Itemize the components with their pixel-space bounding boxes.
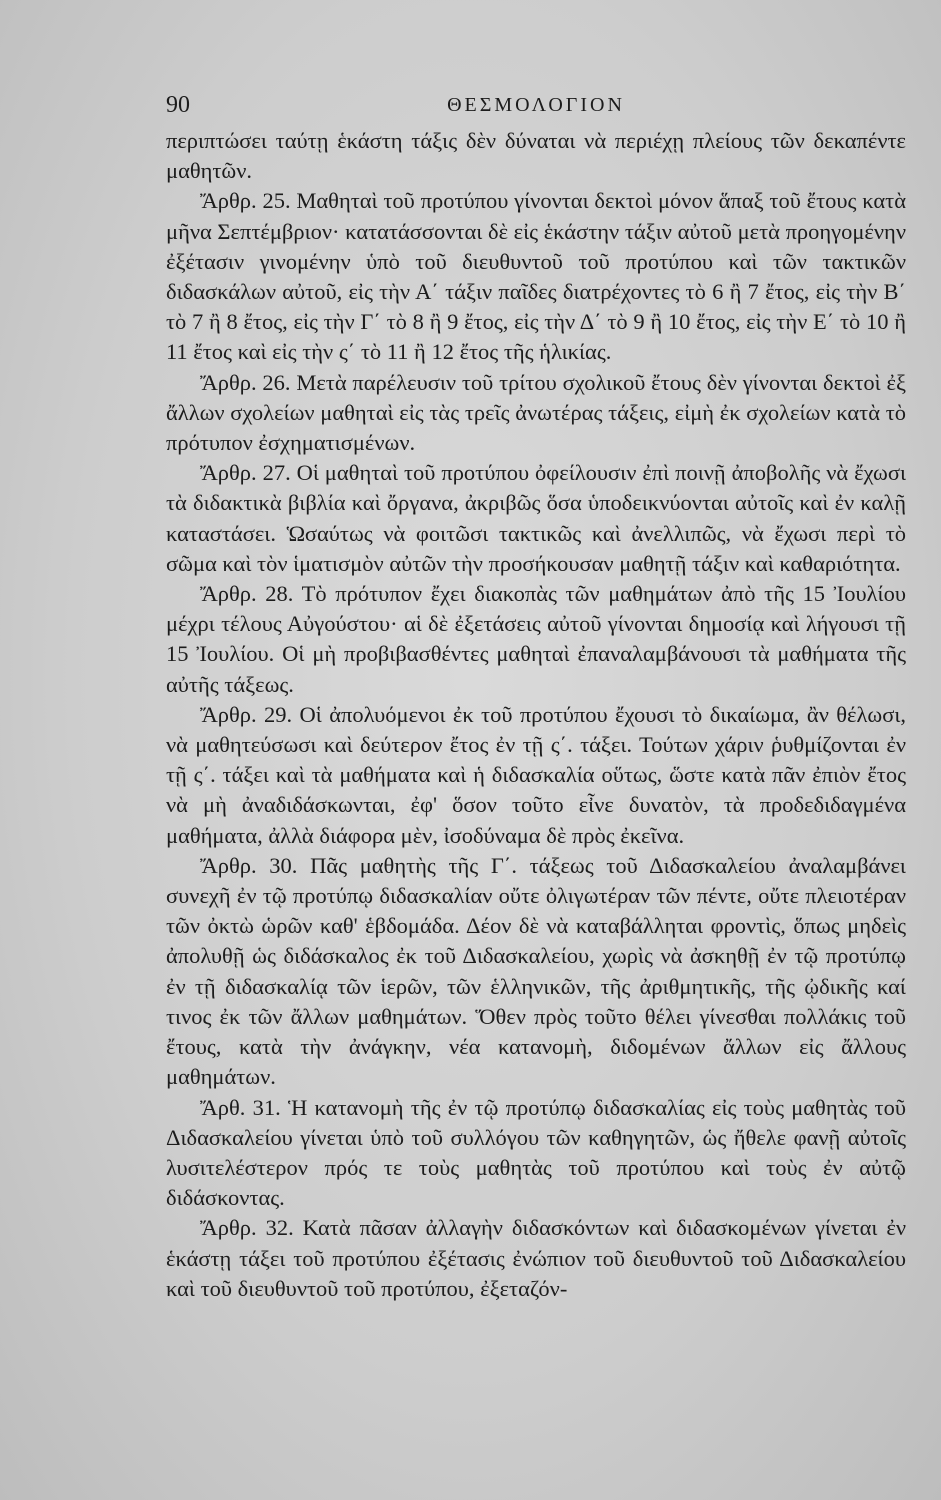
body-text	[166, 126, 906, 1304]
article-25: Ἄρθρ. 25. Μαθηταὶ τοῦ προτύπου γίνονται δεκτοὶ μόνον ἅπαξ τοῦ ἔτους κατὰ μῆνα Σεπτέμβριον· κατατάσσονται δὲ εἰς ἑκάστην τάξιν αὐτοῦ μετὰ προηγομένην ἐξέτασιν γινομένην ὑπὸ τοῦ διευθυντοῦ τοῦ προτύπου καὶ τῶν τακτικῶν διδασκάλων αὐτοῦ, εἰς τὴν Α΄ τάξιν παῖδες διατρέχοντες τὸ 6 ἢ 7 ἔτος, εἰς τὴν Β΄ τὸ 7 ἢ 8 ἔτος, εἰς τὴν Γ΄ τὸ 8 ἢ 9 ἔτος, εἰς τὴν Δ΄ τὸ 9 ἢ 10 ἔτος, εἰς τὴν Ε΄ τὸ 10 ἢ 11 ἔτος καὶ εἰς τὴν ς΄ τὸ 11 ἢ 12 ἔτος τῆς ἡλικίας.	[166, 188, 906, 365]
article-32: Ἄρθρ. 32. Κατὰ πᾶσαν ἀλλαγὴν διδασκόντων καὶ διδασκομένων γίνεται ἐν ἑκάστῃ τάξει τοῦ προτύπου ἐξέτασις ἐνώπιον τοῦ διευθυντοῦ τοῦ Διδασκαλείου καὶ τοῦ διευθυντοῦ τοῦ προτύπου, ἐξεταζόν-	[166, 1215, 906, 1301]
page-header	[166, 88, 906, 124]
article-29: Ἄρθρ. 29. Οἱ ἀπολυόμενοι ἐκ τοῦ προτύπου ἔχουσι τὸ δικαίωμα, ἂν θέλωσι, νὰ μαθητεύσωσι καὶ δεύτερον ἔτος ἐν τῇ ς΄. τάξει. Τούτων χάριν ῥυθμίζονται ἐν τῇ ς΄. τάξει καὶ τὰ μαθήματα καὶ ἡ διδασκαλία οὕτως, ὥστε κατὰ πᾶν ἐπιὸν ἔτος νὰ μὴ ἀναδιδάσκωνται, ἐφ' ὅσον τοῦτο εἶνε δυνατὸν, τὰ προδεδιδαγμένα μαθήματα, ἀλλὰ διάφορα μὲν, ἰσοδύναμα δὲ πρὸς ἐκεῖνα.	[166, 701, 906, 848]
article-26: Ἄρθρ. 26. Μετὰ παρέλευσιν τοῦ τρίτου σχολικοῦ ἔτους δὲν γίνονται δεκτοὶ ἐξ ἄλλων σχολείων μαθηταὶ εἰς τὰς τρεῖς ἀνωτέρας τάξεις, εἰμὴ ἐκ σχολείων κατὰ τὸ πρότυπον ἐσχηματισμένων.	[166, 369, 906, 456]
article-30: Ἄρθρ. 30. Πᾶς μαθητὴς τῆς Γ΄. τάξεως τοῦ Διδασκαλείου ἀναλαμβάνει συνεχῆ ἐν τῷ προτύπῳ διδασκαλίαν οὔτε ὀλιγωτέραν τῶν πέντε, οὔτε πλειοτέραν τῶν ὀκτὼ ὡρῶν καθ' ἑβδομάδα. Δέον δὲ νὰ καταβάλληται φροντὶς, ὅπως μηδεὶς ἀπολυθῇ ὡς διδάσκαλος ἐκ τοῦ Διδασκαλείου, χωρὶς νὰ ἀσκηθῇ ἐν τῷ προτύπῳ ἐν τῇ διδασκαλίᾳ τῶν ἱερῶν, τῶν ἑλληνικῶν, τῆς ἀριθμητικῆς, τῆς ᾠδικῆς καί τινος ἐκ τῶν ἄλλων μαθημάτων. Ὅθεν πρὸς τοῦτο θέλει γίνεσθαι πολλάκις τοῦ ἔτους, κατὰ τὴν ἀνάγκην, νέα κατανομὴ, διδομένων ἄλλων εἰς ἄλλους μαθημάτων.	[166, 852, 906, 1090]
paragraph-continuation: περιπτώσει ταύτῃ ἑκάστη τάξις δὲν δύναται νὰ περιέχῃ πλείους τῶν δεκαπέντε μαθητῶν.	[166, 128, 906, 184]
article-27: Ἄρθρ. 27. Οἱ μαθηταὶ τοῦ προτύπου ὀφείλουσιν ἐπὶ ποινῇ ἀποβολῆς νὰ ἔχωσι τὰ διδακτικὰ βιβλία καὶ ὄργανα, ἀκριβῶς ὅσα ὑποδεικνύονται αὐτοῖς καὶ ἐν καλῇ καταστάσει. Ὡσαύτως νὰ φοιτῶσι τακτικῶς καὶ ἀνελλιπῶς, νὰ ἔχωσι περὶ τὸ σῶμα καὶ τὸν ἱματισμὸν αὐτῶν τὴν προσήκουσαν μαθητῇ τάξιν καὶ καθαριότητα.	[166, 460, 906, 576]
page-number: 90	[166, 92, 190, 118]
article-28: Ἄρθρ. 28. Τὸ πρότυπον ἔχει διακοπὰς τῶν μαθημάτων ἀπὸ τῆς 15 Ἰουλίου μέχρι τέλους Αὐγούστου· αἱ δὲ ἐξετάσεις αὐτοῦ γίνονται δημοσίᾳ καὶ λήγουσι τῇ 15 Ἰουλίου. Οἱ μὴ προβιβασθέντες μαθηταὶ ἐπαναλαμβάνουσι τὰ μαθήματα τῆς αὐτῆς τάξεως.	[166, 581, 906, 697]
article-31: Ἄρθ. 31. Ἡ κατανομὴ τῆς ἐν τῷ προτύπῳ διδασκαλίας εἰς τοὺς μαθητὰς τοῦ Διδασκαλείου γίνεται ὑπὸ τοῦ συλλόγου τῶν καθηγητῶν, ὡς ἤθελε φανῇ αὐτοῖς λυσιτελέστερον πρός τε τοὺς μαθητὰς τοῦ προτύπου καὶ τοὺς ἐν αὐτῷ διδάσκοντας.	[166, 1094, 906, 1211]
running-title: ΘΕΣΜΟΛΟΓΙΟΝ	[447, 94, 625, 116]
